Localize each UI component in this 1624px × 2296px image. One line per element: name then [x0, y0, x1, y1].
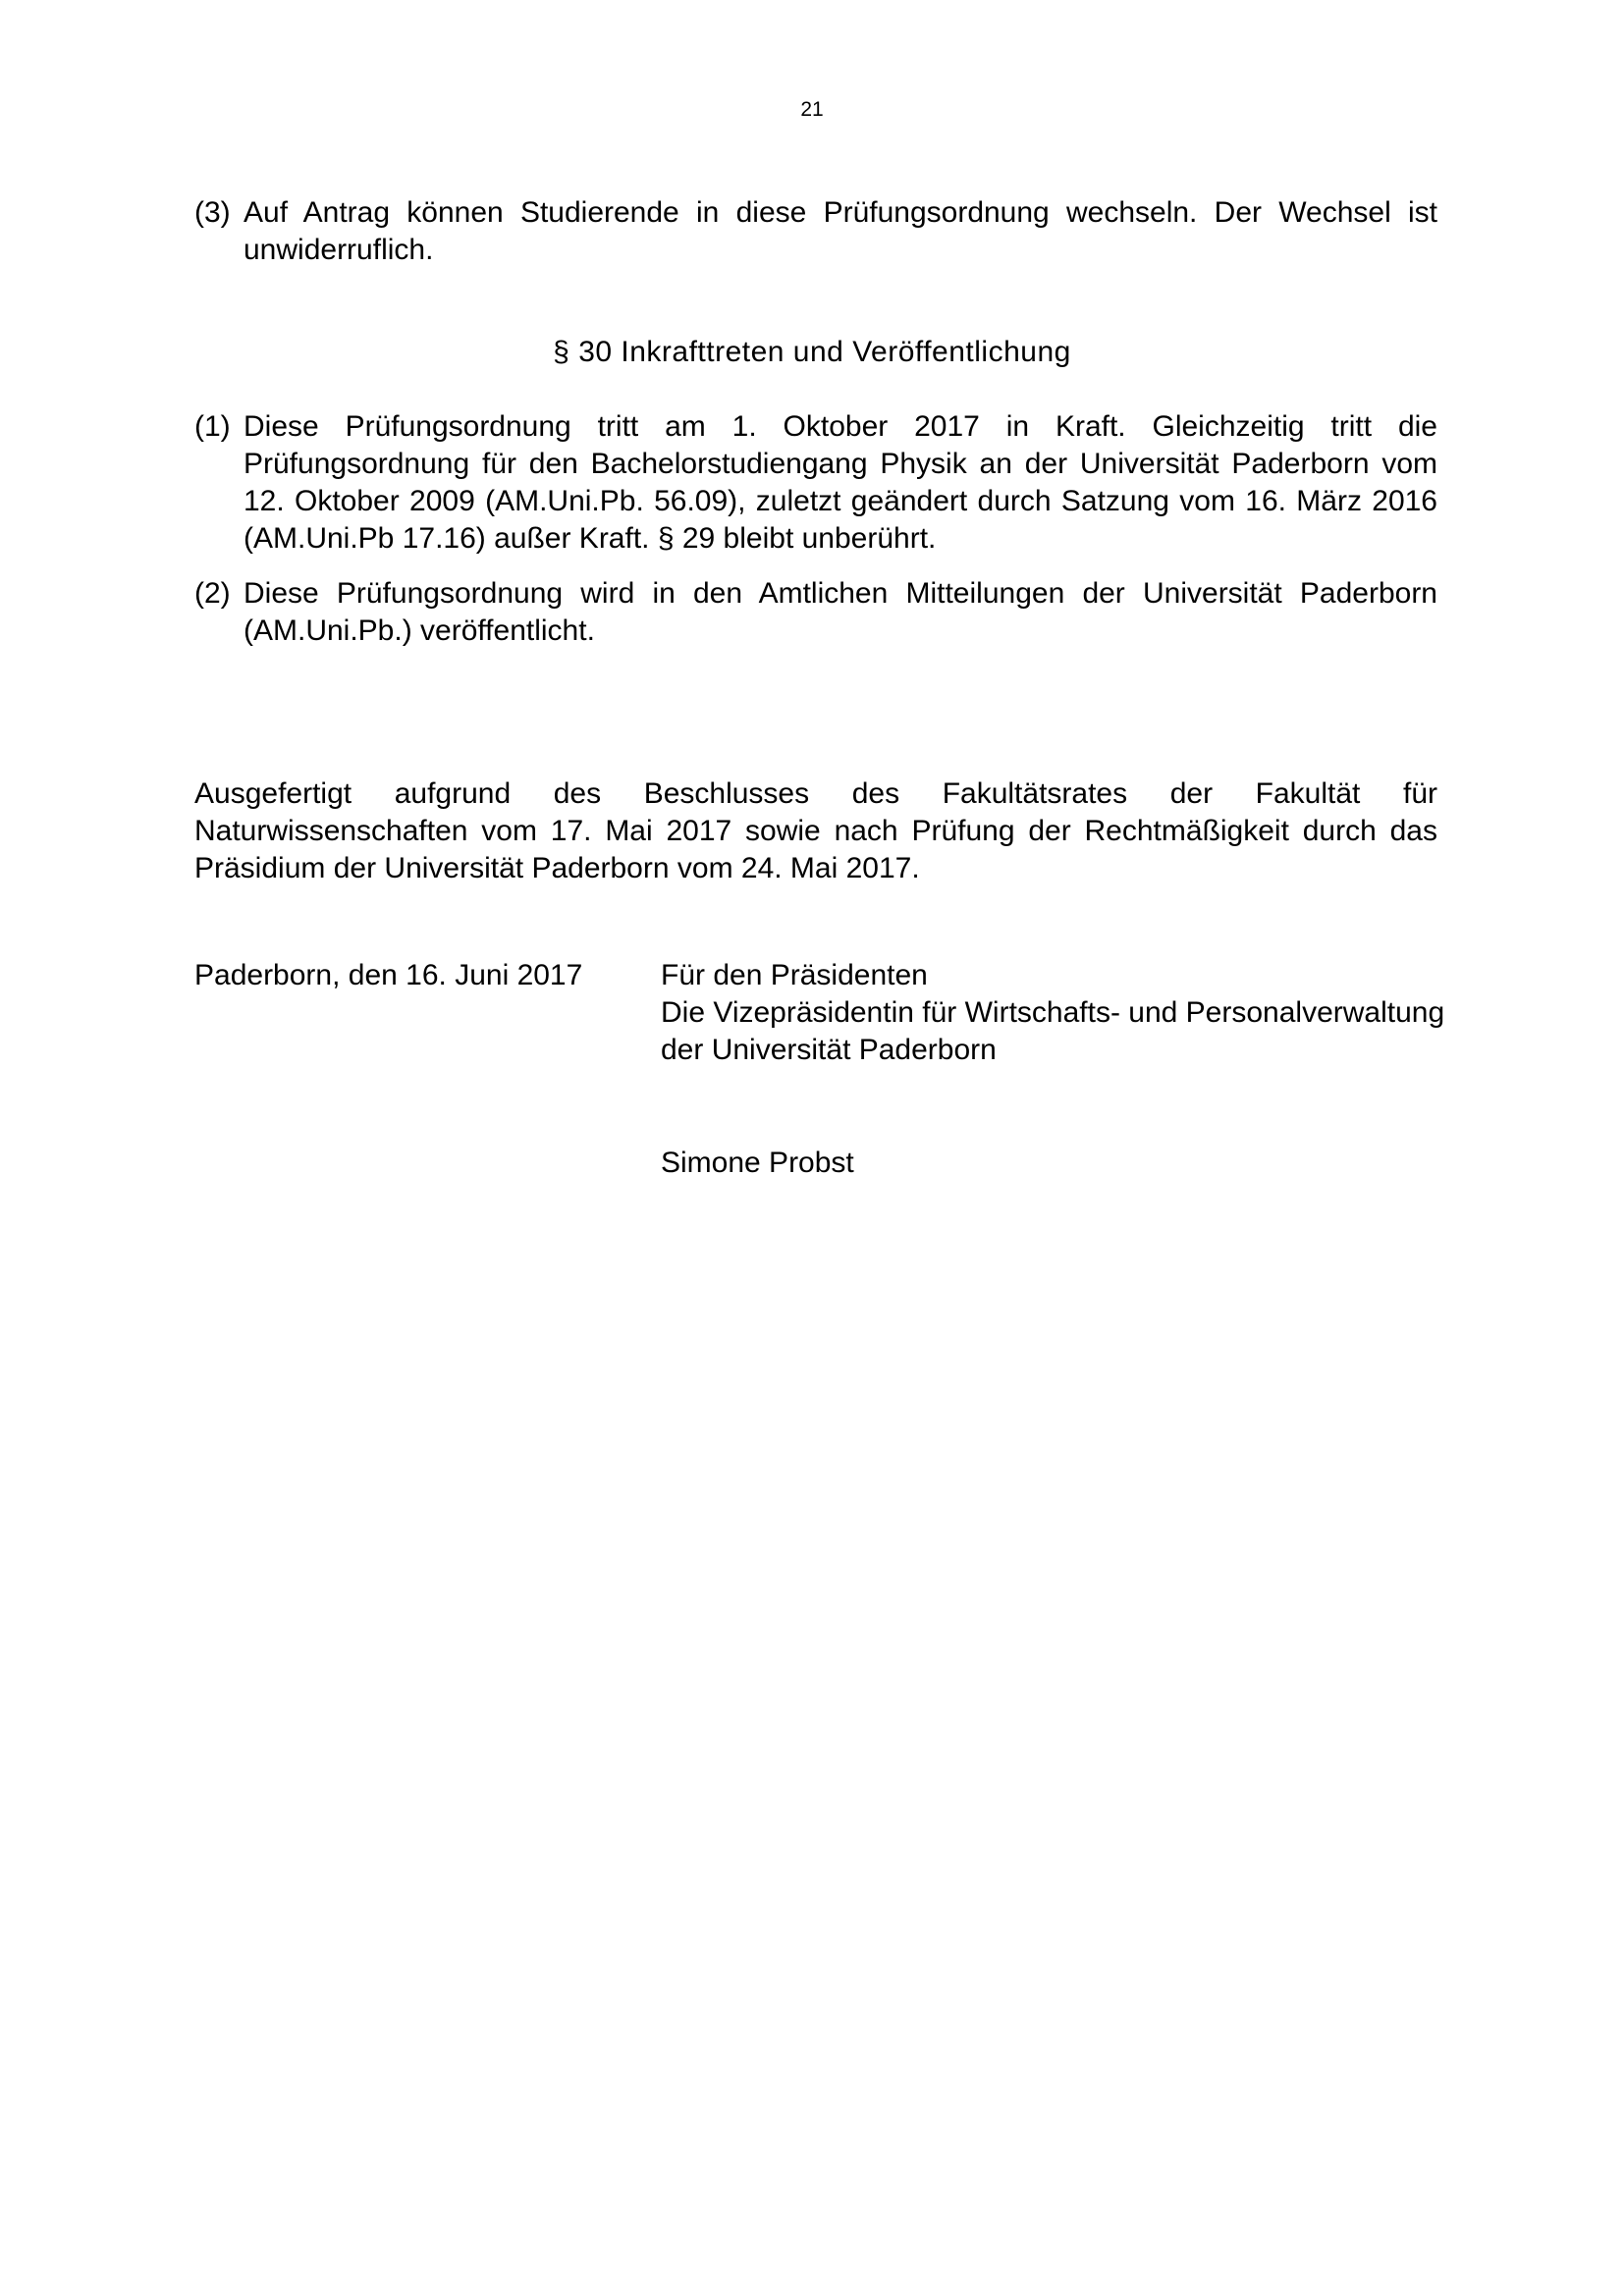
- page-number: 21: [800, 98, 824, 121]
- paragraph-number: (3): [194, 196, 231, 229]
- signature-institution-line: der Universität Paderborn: [661, 1034, 997, 1066]
- execution-note: Ausgefertigt aufgrund des Beschlusses des Fakultätsrates der Fakultät für Naturwissenschaften vom 17. Mai 2017 sowie nach Prüfung der Rechtmäßigkeit durch das Präsidium der Universität Paderborn vom 24. Mai 2017.: [194, 777, 1437, 884]
- paragraph-text: Auf Antrag können Studierende in diese Prüfungsordnung wechseln. Der Wechsel ist unwiderruflich.: [244, 196, 1437, 266]
- paragraph-number: (2): [194, 577, 231, 610]
- paragraph-3: [194, 194, 1437, 269]
- section-heading: § 30 Inkrafttreten und Veröffentlichung: [553, 336, 1071, 368]
- signature-for-line: Für den Präsidenten: [661, 959, 928, 991]
- section-paragraph-2: [194, 575, 1437, 650]
- place-date: Paderborn, den 16. Juni 2017: [194, 959, 583, 991]
- paragraph-text: Diese Prüfungsordnung wird in den Amtlichen Mitteilungen der Universität Paderborn (AM.Uni.Pb.) veröffentlicht.: [244, 577, 1437, 647]
- paragraph-number: (1): [194, 410, 231, 443]
- signer-name: Simone Probst: [661, 1147, 854, 1179]
- section-paragraph-1: [194, 408, 1437, 558]
- paragraph-text: Diese Prüfungsordnung tritt am 1. Oktober 2017 in Kraft. Gleichzeitig tritt die Prüfungsordnung für den Bachelorstudiengang Physik an der Universität Paderborn vom 12. Oktober 2009 (AM.Uni.Pb. 56.09), zuletzt geändert durch Satzung vom 16. März 2016 (AM.Uni.Pb 17.16) außer Kraft. § 29 bleibt unberührt.: [244, 410, 1437, 555]
- signature-role-line: Die Vizepräsidentin für Wirtschafts- und Personalverwaltung: [661, 996, 1445, 1029]
- signature-block: [661, 957, 1444, 1069]
